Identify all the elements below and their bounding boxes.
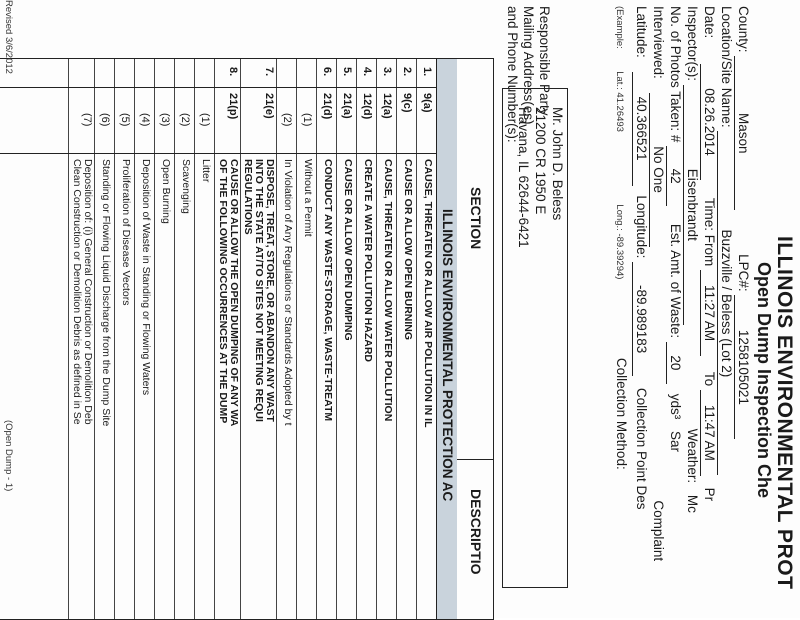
description-column-header: DESCRIPTIO — [468, 489, 484, 575]
row-subsection: (4) — [139, 113, 151, 127]
county-label: County: — [736, 6, 751, 53]
collection-point-label: Collection Point Des — [634, 387, 649, 510]
location-line — [717, 6, 734, 475]
section-column-header: SECTION — [468, 187, 484, 250]
row-description: DISPOSE, TREAT, STORE, OR ABANDON ANY WAST — [264, 159, 276, 422]
row-number: 7. — [263, 67, 275, 77]
table-row — [68, 59, 95, 619]
act-band-title: ILLINOIS ENVIRONMENTAL PROTECTION AC — [440, 209, 455, 502]
table-row — [134, 59, 155, 619]
table-row — [396, 59, 417, 619]
row-description: OF THE FOLLOWING OCCURRENCES AT THE DUMP — [217, 159, 229, 424]
photos-value: 42 — [666, 146, 683, 206]
row-section: 21(e) — [263, 93, 275, 119]
row-description: REGULATIONS — [242, 159, 254, 235]
table-row — [276, 59, 297, 619]
longitude-value: -89.989183 — [632, 262, 649, 376]
interviewed-line — [649, 6, 666, 561]
table-row — [416, 59, 437, 619]
row-number: 5. — [341, 67, 353, 77]
county-value: Mason — [734, 56, 751, 210]
example-label: (Example: — [614, 6, 625, 49]
act-band — [436, 59, 457, 619]
violations-table — [0, 58, 494, 620]
row-description: CAUSE OR ALLOW OPEN DUMPING — [342, 159, 354, 341]
row-description: Standing or Flowing Liquid Discharge from the Dump Site — [100, 159, 112, 427]
row-number: 4. — [361, 67, 373, 77]
row-section: 21(d) — [321, 93, 333, 120]
table-row — [240, 59, 277, 619]
row-description: Litter — [200, 159, 212, 183]
row-description: INTO THE STATE AT/TO SITES NOT MEETING REQUI — [253, 159, 265, 422]
table-row — [214, 59, 241, 619]
header-divider — [457, 459, 493, 460]
date-label: Date: — [702, 6, 717, 39]
county-line — [734, 6, 751, 439]
row-description: Without a Permit — [302, 159, 314, 237]
table-row — [336, 59, 357, 619]
row-subsection: (6) — [99, 113, 111, 127]
phone-label: and Phone Number(s): — [505, 6, 520, 143]
row-description: CAUSE OR ALLOW OPEN BURNING — [402, 159, 414, 341]
collection-method-label: Collection Method: — [614, 357, 629, 470]
complaint-label: Complaint — [651, 500, 666, 562]
row-description: CAUSE OR ALLOW THE OPEN DUMPING OF ANY WA — [228, 159, 240, 427]
form-subtitle: Open Dump Inspection Che — [754, 262, 774, 499]
table-row — [376, 59, 397, 619]
section-column-divider — [0, 153, 437, 154]
table-row — [114, 59, 135, 619]
time-tail-label: Pr — [702, 487, 717, 502]
date-value: 08.26.2014 — [700, 64, 717, 180]
lpc-label: LPC#: — [736, 254, 751, 292]
row-number: 6. — [321, 67, 333, 77]
weather-value: Mc — [685, 494, 700, 513]
row-number: 8. — [227, 67, 239, 77]
date-time-line — [700, 6, 717, 501]
page-label: (Open Dump - 1) — [3, 420, 14, 492]
row-description: Proliferation of Disease Vectors — [120, 159, 132, 306]
row-section: 9(a) — [421, 93, 433, 113]
table-row — [296, 59, 317, 619]
waste-value: 20 — [666, 342, 683, 384]
table-row — [174, 59, 195, 619]
time-from-label: Time: From — [702, 197, 717, 267]
waste-tail: Sar — [668, 430, 683, 452]
latitude-label: Latitude: — [634, 6, 649, 58]
location-value: Buzzville / Beless (Lot 2) — [717, 131, 734, 475]
weather-label: Weather: — [685, 428, 700, 484]
time-from-value: 11:27 AM — [700, 270, 717, 356]
table-row — [94, 59, 115, 619]
num-column-divider — [0, 87, 437, 88]
row-description: CAUSE, THREATEN OR ALLOW WATER POLLUTION — [382, 159, 394, 422]
latitude-line — [632, 6, 649, 509]
responsible-city: Havana, IL 62644-6421 — [516, 107, 531, 248]
responsible-party-box — [502, 88, 568, 588]
table-row — [154, 59, 175, 619]
row-subsection: (1) — [199, 113, 211, 127]
responsible-party-label: Responsible Party — [537, 6, 552, 116]
responsible-address: 21200 CR 1950 E — [533, 107, 548, 215]
row-section: 12(d) — [361, 93, 373, 120]
row-number: 3. — [381, 67, 393, 77]
longitude-label: Longitude: — [634, 195, 649, 259]
inspectors-line — [683, 6, 700, 513]
revised-date: Revised 3/6/2012 — [3, 0, 14, 74]
row-subsection: (2) — [281, 113, 293, 127]
row-description: Scavenging — [180, 159, 192, 214]
responsible-name: Mr. John D. Beless — [550, 107, 565, 221]
photos-label: No. of Photos Taken: # — [668, 6, 683, 143]
inspectors-value: Eisenbrandt — [683, 85, 700, 325]
row-number: 2. — [401, 67, 413, 77]
photos-line — [666, 6, 683, 452]
form-title: ILLINOIS ENVIRONMENTAL PROT — [773, 236, 796, 590]
location-label: Location/Site Name: — [719, 6, 734, 128]
row-section: 12(a) — [381, 93, 393, 119]
row-number: 1. — [421, 67, 433, 77]
row-subsection: (1) — [301, 113, 313, 127]
inspectors-label: Inspector(s): — [685, 6, 700, 82]
waste-unit: yds³ — [668, 393, 683, 420]
latitude-value: 40.366521 — [632, 72, 649, 186]
table-row — [194, 59, 215, 619]
row-subsection: (2) — [179, 113, 191, 127]
example-latitude: Lat.: 41.26493 — [614, 71, 625, 132]
time-to-label: To — [702, 371, 717, 387]
row-description: Deposition of: (i) General Construction or Demolition Deb — [82, 159, 94, 425]
example-line — [612, 6, 630, 470]
example-longitude: Long.: -89.39294) — [614, 204, 625, 280]
mailing-address-label: Mailing Address(es) — [521, 6, 536, 125]
row-section: 21(p) — [227, 93, 239, 120]
interviewed-value: No One — [649, 93, 666, 247]
row-description: Deposition of Waste in Standing or Flowing Waters — [140, 159, 152, 396]
row-section: 21(a) — [341, 93, 353, 119]
interviewed-label: Interviewed: — [651, 6, 666, 79]
row-description: In Violation of Any Regulations or Standards Adopted by t — [282, 159, 294, 426]
row-description: Clean Construction or Demolition Debris as defined in Se — [71, 159, 83, 425]
row-description: CAUSE, THREATEN OR ALLOW AIR POLLUTION IN IL — [422, 159, 434, 428]
row-description: CREATE A WATER POLLUTION HAZARD — [362, 159, 374, 362]
row-subsection: (5) — [119, 113, 131, 127]
time-to-value: 11:47 AM — [700, 390, 717, 476]
table-header — [456, 59, 493, 619]
row-subsection: (7) — [81, 113, 93, 127]
row-subsection: (3) — [159, 113, 171, 127]
waste-label: Est. Amt. of Waste: — [668, 223, 683, 339]
table-row — [356, 59, 377, 619]
table-row — [316, 59, 337, 619]
row-description: CONDUCT ANY WASTE-STORAGE, WASTE-TREATM — [322, 159, 334, 422]
row-description: Open Burning — [160, 159, 172, 224]
lpc-value: 1258105021 — [734, 295, 751, 439]
row-section: 9(c) — [401, 93, 413, 113]
